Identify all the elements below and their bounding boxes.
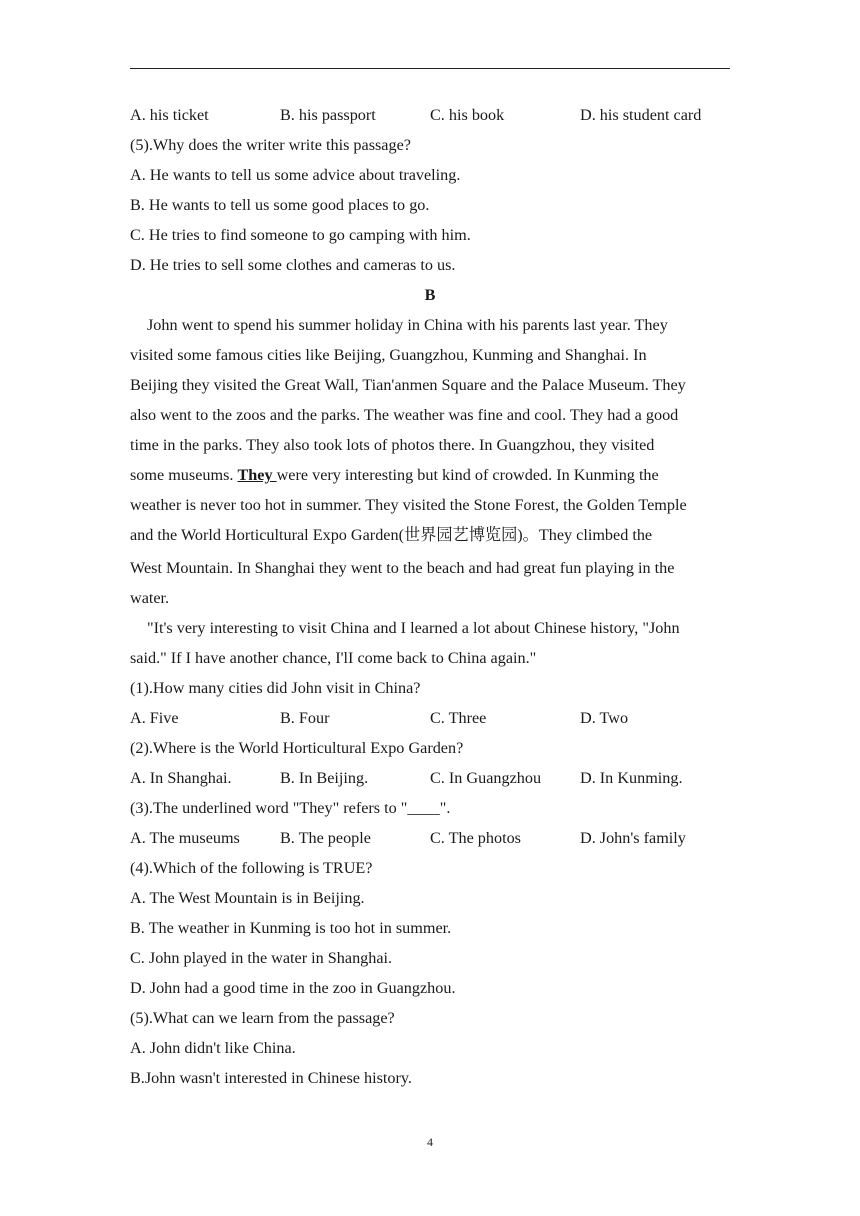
b-q1-option-a: A. Five: [130, 709, 179, 727]
passage-line: West Mountain. In Shanghai they went to the beach and had great fun playing in the: [130, 559, 675, 577]
passage-line: weather is never too hot in summer. They visited the Stone Forest, the Golden Temple: [130, 496, 687, 514]
passage-line: said." If I have another chance, I'lI come back to China again.": [130, 649, 537, 667]
b-q3-option-a: A. The museums: [130, 829, 240, 847]
passage-line: water.: [130, 589, 170, 607]
underlined-word: They: [237, 466, 277, 484]
passage-line: and the World Horticultural Expo Garden(世界园艺博览园)。They climbed the: [130, 526, 653, 544]
q5-option-a: A. He wants to tell us some advice about traveling.: [130, 166, 461, 184]
header-rule: [130, 68, 730, 69]
passage-line: [130, 465, 659, 485]
passage-text: some museums.: [130, 466, 238, 484]
b-q1-option-c: C. Three: [430, 709, 487, 727]
page-number: 4: [427, 1135, 433, 1149]
passage-text: were very interesting but kind of crowded. In Kunming the: [276, 466, 659, 484]
b-q1-option-d: D. Two: [580, 709, 629, 727]
q5-option-b: B. He wants to tell us some good places to go.: [130, 196, 430, 214]
b-q1-option-b: B. Four: [280, 709, 330, 727]
q4-option-a: A. his ticket: [130, 106, 209, 124]
passage-line: visited some famous cities like Beijing, Guangzhou, Kunming and Shanghai. In: [130, 346, 647, 364]
q5-question: (5).Why does the writer write this passage?: [130, 136, 411, 154]
b-q2-option-a: A. In Shanghai.: [130, 769, 232, 787]
passage-line: "It's very interesting to visit China and I learned a lot about Chinese history, "John: [147, 619, 680, 637]
b-q4-option-b: B. The weather in Kunming is too hot in summer.: [130, 919, 452, 937]
b-q1-question: (1).How many cities did John visit in China?: [130, 679, 421, 697]
passage-line: also went to the zoos and the parks. The weather was fine and cool. They had a good: [130, 406, 679, 424]
b-q4-option-c: C. John played in the water in Shanghai.: [130, 949, 393, 967]
b-q5-question: (5).What can we learn from the passage?: [130, 1009, 395, 1027]
b-q3-option-c: C. The photos: [430, 829, 521, 847]
passage-line: Beijing they visited the Great Wall, Tian'anmen Square and the Palace Museum. They: [130, 376, 686, 394]
b-q5-option-b: B.John wasn't interested in Chinese history.: [130, 1069, 412, 1087]
b-q3-question: (3).The underlined word "They" refers to "____".: [130, 799, 451, 817]
b-q2-option-b: B. In Beijing.: [280, 769, 369, 787]
passage-line: John went to spend his summer holiday in China with his parents last year. They: [147, 316, 668, 334]
b-q4-question: (4).Which of the following is TRUE?: [130, 859, 373, 877]
b-q3-option-d: D. John's family: [580, 829, 686, 847]
q5-option-c: C. He tries to find someone to go camping with him.: [130, 226, 471, 244]
b-q2-option-d: D. In Kunming.: [580, 769, 683, 787]
b-q2-option-c: C. In Guangzhou: [430, 769, 542, 787]
b-q2-question: (2).Where is the World Horticultural Expo Garden?: [130, 739, 464, 757]
q4-option-b: B. his passport: [280, 106, 376, 124]
q4-option-d: D. his student card: [580, 106, 702, 124]
q5-option-d: D. He tries to sell some clothes and cameras to us.: [130, 256, 456, 274]
b-q3-option-b: B. The people: [280, 829, 371, 847]
section-heading: B: [424, 286, 436, 304]
q4-option-c: C. his book: [430, 106, 505, 124]
b-q4-option-a: A. The West Mountain is in Beijing.: [130, 889, 365, 907]
b-q5-option-a: A. John didn't like China.: [130, 1039, 296, 1057]
b-q4-option-d: D. John had a good time in the zoo in Guangzhou.: [130, 979, 456, 997]
passage-line: time in the parks. They also took lots of photos there. In Guangzhou, they visited: [130, 436, 655, 454]
